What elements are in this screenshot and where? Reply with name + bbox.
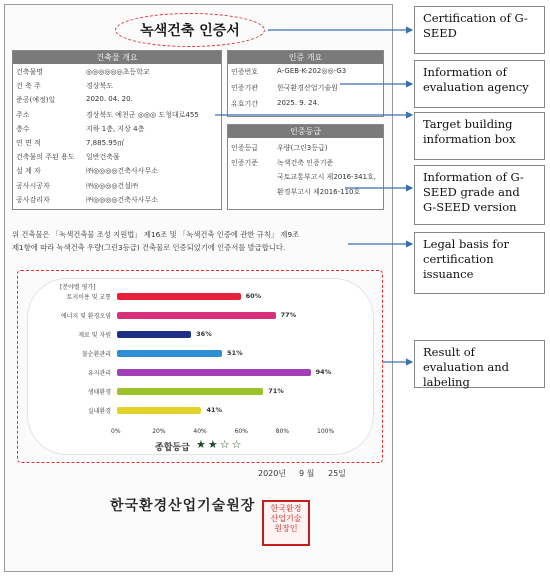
building-row-value: 7,885.95㎡ [86, 139, 125, 147]
building-row-label: 건축물명 [16, 68, 44, 76]
building-row-label: 건 축 주 [16, 82, 41, 91]
grade-row-value: 우량(그린3등급) [277, 144, 328, 152]
agency-row-value: 2025. 9. 24. [277, 99, 320, 107]
agency-panel-header: 인증 개요 [228, 51, 383, 64]
agency-row-label: 인증기관 [231, 84, 259, 92]
annotation-target-building: Target building information box [414, 112, 545, 160]
chart-category-label: 물순환관리 [82, 351, 111, 358]
chart-x-tick: 0% [111, 428, 121, 435]
legal-basis-line-2: 제1항에 따라 녹색건축 우량(그린3등급) 건축물로 인증되었기에 인증서를 발급합니다. [12, 243, 286, 252]
chart-x-tick: 40% [193, 428, 207, 435]
issue-date-day: 25일 [328, 469, 346, 478]
seal-line-1: 한국환경 [270, 504, 302, 513]
chart-heading: [분야별 평가] [60, 284, 96, 291]
grade-stars: ★★☆☆ [196, 438, 244, 451]
building-row-value: ◎◎◎◎◎◎초등학교 [86, 68, 150, 76]
grade-row-value: 녹색건축 인증기준 [277, 158, 334, 167]
chart-value-label: 71% [268, 387, 284, 395]
building-row-value: ㈜◎◎◎◎건축사사무소 [86, 167, 159, 176]
building-row-value: 경상북도 예천군 ◎◎◎ 도청대로455 [86, 110, 199, 119]
chart-value-label: 94% [315, 368, 332, 376]
legal-basis-line-1: 위 건축물은 「녹색건축물 조성 지원법」 제16조 및 「녹색건축 인증에 관한 규칙」 제9조 [12, 230, 300, 239]
building-panel-header: 건축물 개요 [13, 51, 221, 64]
certificate-title: 녹색건축 인증서 [140, 23, 240, 39]
chart-category-label: 재료 및 자원 [78, 332, 111, 339]
chart-value-label: 77% [280, 311, 297, 319]
chart-category-label: 유지관리 [87, 370, 111, 377]
grade-panel-header: 인증등급 [228, 125, 383, 138]
issuer-name: 한국환경산업기술원장 [110, 498, 256, 514]
building-row-label: 공사감리자 [16, 195, 50, 204]
chart-value-label: 60% [245, 292, 262, 300]
overall-grade-label: 종합등급 [155, 443, 190, 453]
annotation-evaluation-agency: Information of evaluation agency [414, 60, 545, 108]
chart-x-tick: 60% [234, 428, 248, 435]
building-row-label: 건축물의 주된 용도 [16, 153, 75, 162]
chart-category-label: 토지이용 및 교통 [66, 294, 111, 301]
chart-x-tick: 20% [152, 428, 166, 435]
chart-category-label: 에너지 및 환경오염 [60, 313, 111, 320]
building-row-label: 연 면 적 [16, 139, 41, 147]
building-row-label: 층수 [16, 124, 30, 133]
annotation-result: Result of evaluation and labeling [414, 340, 545, 388]
building-row-label: 주소 [16, 110, 30, 119]
building-row-label: 설 계 자 [16, 167, 41, 176]
agency-row-label: 유효기간 [231, 100, 259, 108]
chart-value-label: 51% [227, 349, 243, 357]
issue-date-month: 9 월 [299, 469, 315, 478]
grade-row-label: 인증기준 [231, 158, 259, 167]
agency-row-label: 인증번호 [231, 68, 259, 76]
agency-row-value: A-GEB-K-202◎◎-G3 [277, 67, 347, 75]
building-row-value: ㈜◎◎◎◎건설㈜ [86, 181, 138, 190]
building-row-value: 2020. 04. 20. [86, 95, 133, 104]
seal-line-3: 원장인 [274, 524, 298, 533]
building-row-value: 일반건축물 [86, 153, 120, 162]
grade-row-label: 인증등급 [231, 144, 259, 152]
building-row-label: 공사시공자 [16, 181, 50, 190]
annotation-grade-version: Information of G-SEED grade and G-SEED version [414, 165, 545, 225]
grade-row-value: 환경부고시 제2016-110호 [277, 187, 361, 196]
annotation-certification: Certification of G-SEED [414, 6, 545, 54]
chart-category-label: 실내환경 [87, 408, 111, 415]
chart-x-tick: 80% [275, 428, 290, 435]
building-row-value: 지하 1층, 지상 4층 [86, 124, 145, 133]
building-row-label: 준공(예정)일 [16, 96, 56, 105]
annotation-legal-basis: Legal basis for certification issuance [414, 232, 545, 294]
grade-row-value: 국토교통부고시 제2016-341호, [277, 173, 377, 181]
chart-x-tick: 100% [317, 428, 335, 435]
seal-line-2: 산업기술 [270, 514, 302, 523]
chart-value-label: 41% [206, 406, 223, 414]
issue-date-year: 2020년 [258, 469, 287, 478]
chart-category-label: 생태환경 [87, 389, 111, 396]
agency-row-value: 한국환경산업기술원 [277, 84, 338, 92]
chart-value-label: 36% [196, 330, 212, 338]
building-row-value: 경상북도 [86, 82, 114, 91]
building-row-value: ㈜◎◎◎◎건축사사무소 [86, 195, 159, 204]
